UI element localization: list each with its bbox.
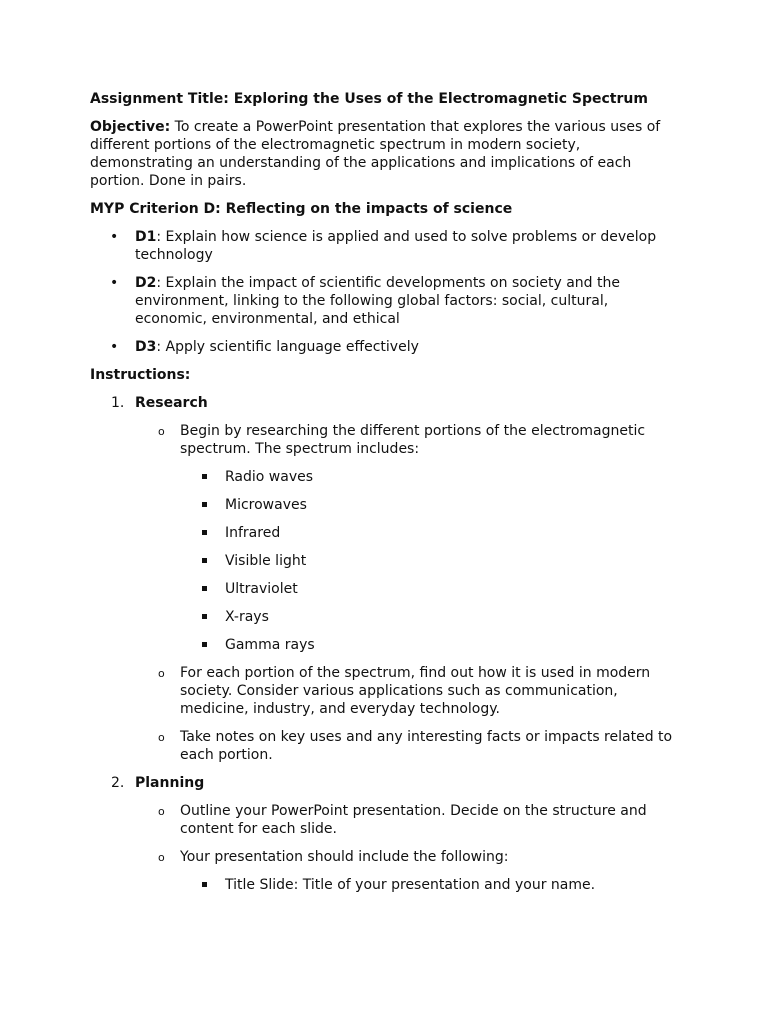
sub-item-text: For each portion of the spectrum, find out how it is used in modern society. Consider various applications such as communication, medicine, industry, and everyday technology. xyxy=(180,665,651,717)
list-item xyxy=(180,524,680,542)
spectrum-item: Visible light xyxy=(225,553,307,569)
step-number: 2. xyxy=(111,775,125,791)
objective-paragraph xyxy=(90,118,680,190)
document-page xyxy=(90,90,680,904)
step-planning xyxy=(90,774,680,894)
list-item xyxy=(135,848,680,894)
instructions-steps xyxy=(90,394,680,894)
step-heading: Planning xyxy=(135,775,205,791)
spectrum-item: X-rays xyxy=(225,609,269,625)
objective-label: Objective: xyxy=(90,119,171,135)
spectrum-item: Gamma rays xyxy=(225,637,315,653)
spectrum-list xyxy=(180,468,680,654)
criterion-code: D3 xyxy=(135,339,157,355)
circle-bullet-icon: o xyxy=(158,667,165,680)
step-research xyxy=(90,394,680,764)
step-sublist xyxy=(135,802,680,894)
list-item xyxy=(180,496,680,514)
sub-item-text: Take notes on key uses and any interesting facts or impacts related to each portion. xyxy=(180,729,673,763)
criterion-heading: MYP Criterion D: Reflecting on the impacts of science xyxy=(90,201,513,217)
spectrum-item: Infrared xyxy=(225,525,281,541)
bullet-icon: • xyxy=(110,275,119,291)
list-item xyxy=(180,636,680,654)
objective-text: To create a PowerPoint presentation that explores the various uses of different portions of the electromagnetic spectrum in modern society, demonstrating an understanding of the applications and implications of each portion. Done in pairs. xyxy=(90,119,661,189)
criterion-text: : Explain the impact of scientific developments on society and the environment, linking to the following global factors: social, cultural, economic, environmental, and ethical xyxy=(135,275,620,327)
circle-bullet-icon: o xyxy=(158,425,165,438)
criterion-text: : Explain how science is applied and used to solve problems or develop technology xyxy=(135,229,657,263)
spectrum-item: Microwaves xyxy=(225,497,307,513)
list-item xyxy=(180,580,680,598)
step-sublist xyxy=(135,422,680,764)
slide-item: Title Slide: Title of your presentation and your name. xyxy=(225,877,596,893)
square-bullet-icon xyxy=(202,882,207,887)
list-item xyxy=(135,728,680,764)
criterion-list xyxy=(90,228,680,356)
list-item xyxy=(180,876,680,894)
square-bullet-icon xyxy=(202,502,207,507)
square-bullet-icon xyxy=(202,586,207,591)
circle-bullet-icon: o xyxy=(158,731,165,744)
list-item xyxy=(180,552,680,570)
bullet-icon: • xyxy=(110,339,119,355)
criterion-code: D1 xyxy=(135,229,157,245)
square-bullet-icon xyxy=(202,614,207,619)
square-bullet-icon xyxy=(202,530,207,535)
circle-bullet-icon: o xyxy=(158,851,165,864)
sub-item-text: Begin by researching the different portions of the electromagnetic spectrum. The spectrum includes: xyxy=(180,423,646,457)
spectrum-item: Radio waves xyxy=(225,469,314,485)
step-number: 1. xyxy=(111,395,125,411)
list-item xyxy=(90,228,680,264)
list-item xyxy=(90,338,680,356)
circle-bullet-icon: o xyxy=(158,805,165,818)
assignment-title: Assignment Title: Exploring the Uses of the Electromagnetic Spectrum xyxy=(90,91,648,107)
instructions-heading: Instructions: xyxy=(90,367,191,383)
square-bullet-icon xyxy=(202,642,207,647)
spectrum-item: Ultraviolet xyxy=(225,581,298,597)
criterion-code: D2 xyxy=(135,275,157,291)
list-item xyxy=(180,468,680,486)
criterion-text: : Apply scientific language effectively xyxy=(156,339,419,355)
list-item xyxy=(180,608,680,626)
square-bullet-icon xyxy=(202,558,207,563)
bullet-icon: • xyxy=(110,229,119,245)
square-bullet-icon xyxy=(202,474,207,479)
slide-list xyxy=(180,876,680,894)
list-item xyxy=(90,274,680,328)
sub-item-text: Your presentation should include the following: xyxy=(180,849,509,865)
step-heading: Research xyxy=(135,395,208,411)
list-item xyxy=(135,802,680,838)
sub-item-text: Outline your PowerPoint presentation. Decide on the structure and content for each slide. xyxy=(180,803,647,837)
list-item xyxy=(135,422,680,654)
list-item xyxy=(135,664,680,718)
